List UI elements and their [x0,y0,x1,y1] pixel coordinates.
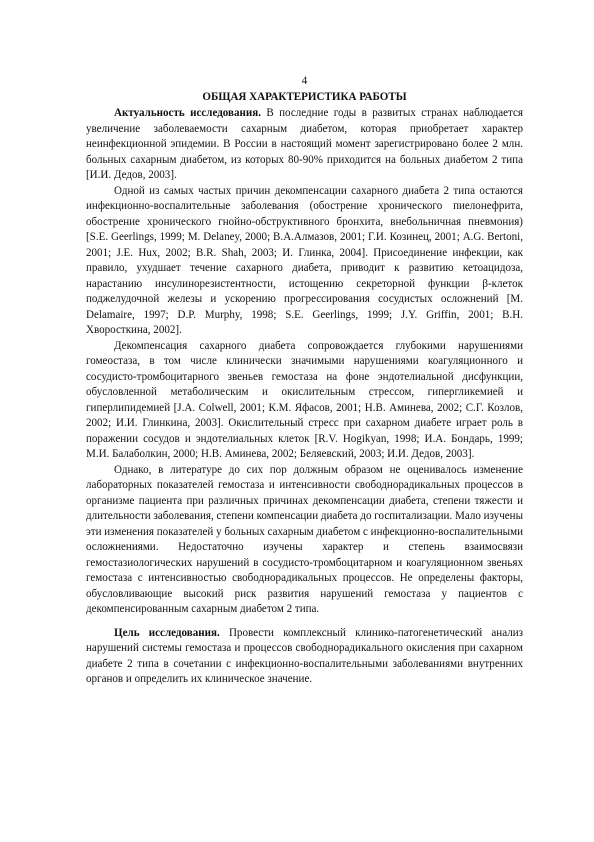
paragraph-literature [86,463,523,618]
paragraph-homeostasis [86,339,523,463]
page-number: 4 [301,75,308,87]
document-page [86,74,523,688]
section-heading: ОБЩАЯ ХАРАКТЕРИСТИКА РАБОТЫ [202,90,407,103]
paragraph-text: Провести комплексный клинико-патогенетический анализ нарушений системы гемостаза и процессов свободнорадикального окисления при сахарном диабете 2 типа в сочетании с инфекционно-воспалительными заболеваниями внутренних органов и определить их клиническое значение. [86,626,523,685]
paragraph-lead: Цель исследования. [114,626,220,639]
paragraph-text: В последние годы в развитых странах наблюдается увеличение заболеваемости сахарным диабетом, которая приобретает характер неинфекционной эпидемии. В России в настоящий момент зарегистрировано более 2 млн. больных сахарным диабетом, из которых 80-90% приходится на больных диабетом 2 типа [И.И. Дедов, 2003]. [86,107,523,181]
paragraph-text: Однако, в литературе до сих пор должным образом не оценивалось изменение лабораторных показателей гемостаза и интенсивности свободнорадикальных процессов в организме пациента при различных причинах декомпенсации диабета, степени тяжести и длительности заболевания, степени компенсации диабета до госпитализации. Мало изучены эти изменения показателей у больных сахарным диабетом с инфекционно-воспалительными осложнениями. Недостаточно изучены характер и степень взаимосвязи гемостазиологических нарушений в сосудисто-тромбоцитарном и коагуляционном звеньях гемостаза с интенсивностью свободнорадикальных процессов. Не определены факторы, обусловливающие высокий риск развития нарушений гемостаза у пациентов с декомпенсированным сахарным диабетом 2 типа. [86,463,523,615]
paragraph-causes [86,184,523,339]
paragraph-text: Декомпенсация сахарного диабета сопровождается глубокими нарушениями гомеостаза, в том числе клинически значимыми нарушениями коагуляционного и сосудисто-тромбоцитарного звеньев гемостаза на фоне эндотелиальной дисфункции, обусловленной метаболическим и окислительным стрессом, гипергликемией и гиперлипидемией [J.A. Colwell, 2001; К.М. Яфасов, 2001; Н.В. Аминева, 2002; С.Г. Козлов, 2002; И.И. Глинкина, 2003]. Окислительный стресс при сахарном диабете играет роль в поражении сосудов и эндотелиальных клеток [R.V. Hogikyan, 1998; И.А. Бондарь, 1999; М.И. Балаболкин, 2000; Н.В. Аминева, 2002; Беляевский, 2003; И.И. Дедов, 2003]. [86,339,523,460]
paragraph-lead: Актуальность исследования. [114,107,262,119]
paragraph-text: Одной из самых частых причин декомпенсации сахарного диабета 2 типа остаются инфекционно-воспалительные заболевания (обострение хронического пиелонефрита, обострение хронического гнойно-обструктивного бронхита, внебольничная пневмония) [S.E. Geerlings, 1999; M. Delaney, 2000; В.А.Алмазов, 2001; Г.И. Козинец, 2001; A.G. Bertoni, 2001; J.E. Hux, 2002; B.R. Shah, 2003; И. Глинка, 2004]. Присоединение инфекции, как правило, ухудшает течение сахарного диабета, приводит к развитию кетоацидоза, нарастанию инсулинорезистентности, истощению секреторной функции β-клеток поджелудочной железы и ускорению прогрессирования сосудистых осложнений [M. Delamaire, 1997; D.P. Murphy, 1998; S.E. Geerlings, 1999; J.Y. Griffin, 2001; В.Н. Хворосткина, 2002]. [86,184,523,336]
paragraph-goal [86,626,523,688]
paragraph-relevance [86,106,523,184]
